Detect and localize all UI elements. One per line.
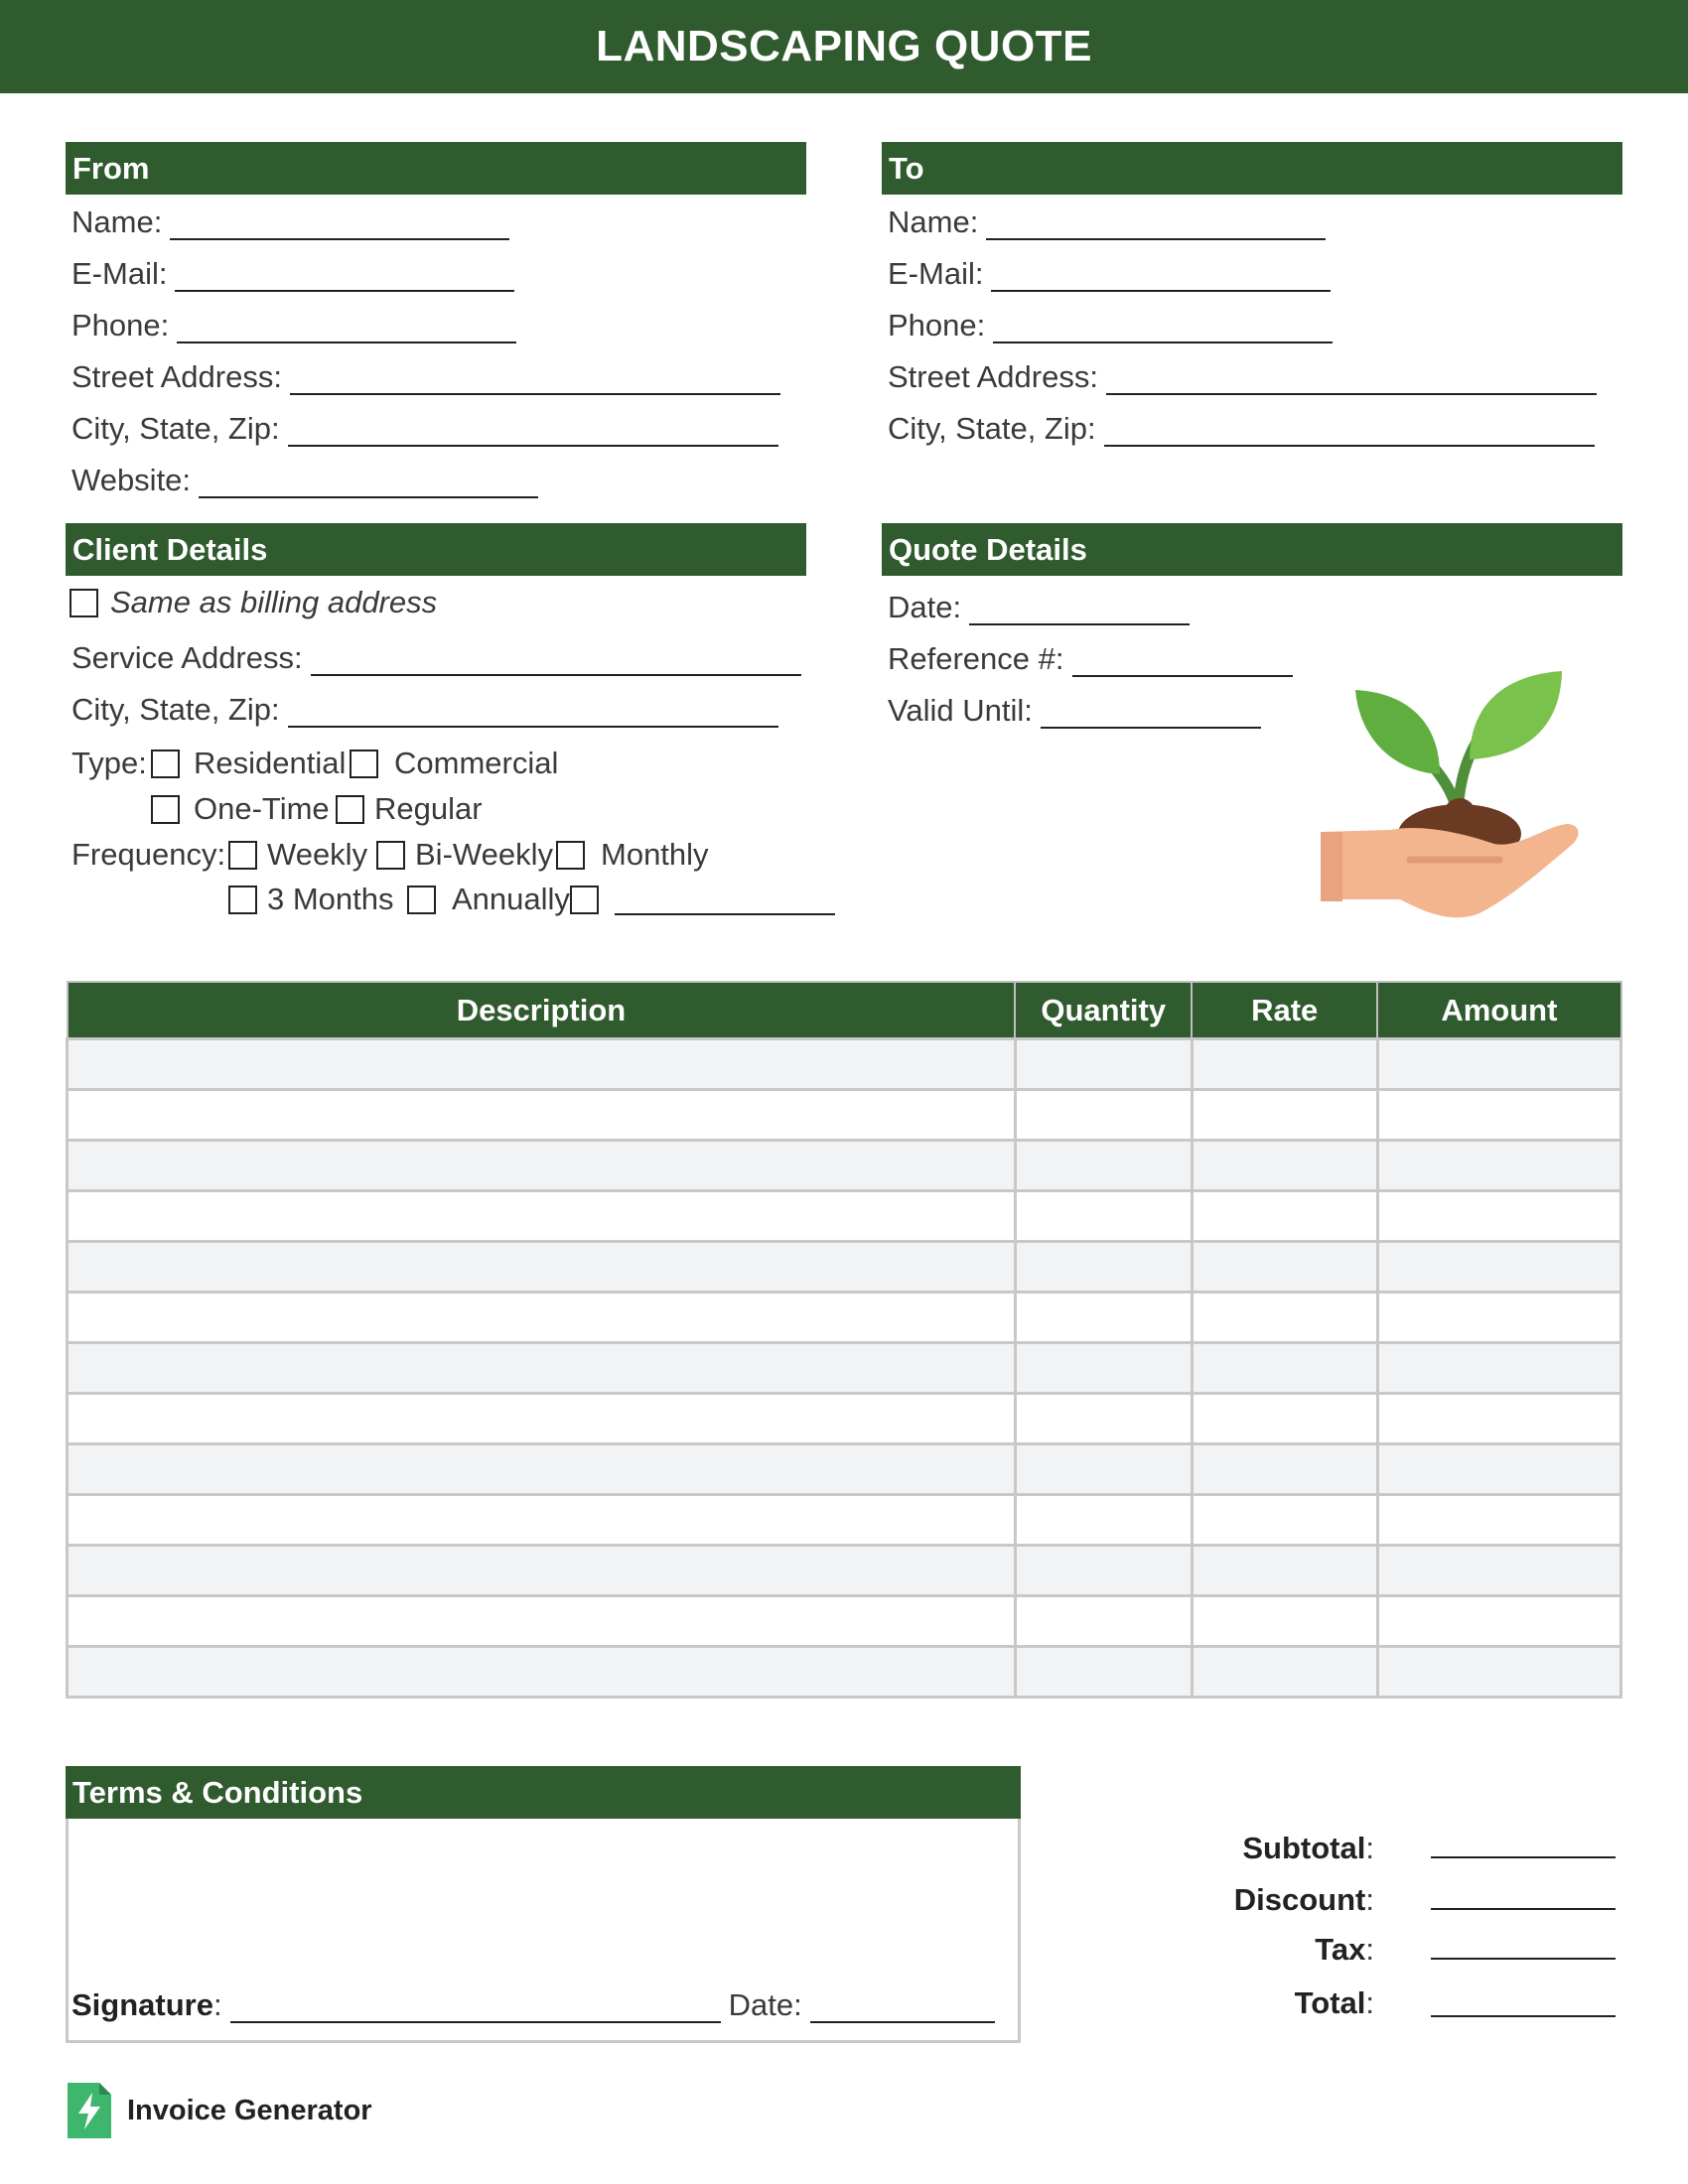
table-row [68,1495,1621,1546]
quantity-cell[interactable] [1015,1444,1192,1495]
frequency-biweekly-option[interactable] [376,835,553,875]
signature-field[interactable] [71,1983,995,2023]
from-city-label: City, State, Zip: [71,411,280,446]
biweekly-label: Bi-Weekly [415,837,553,872]
annually-label: Annually [452,882,570,916]
from-email-label: E-Mail: [71,256,168,291]
one-time-label: One-Time [194,791,330,826]
weekly-checkbox[interactable] [228,841,257,870]
type-one-time-option[interactable] [151,789,330,829]
reference-label: Reference #: [888,641,1064,676]
type-commercial-option[interactable] [350,744,558,783]
monthly-checkbox[interactable] [556,841,585,870]
quote-details-heading: Quote Details [882,523,1622,576]
amount-cell[interactable] [1377,1191,1620,1242]
quote-date-field[interactable] [888,586,1190,625]
amount-cell[interactable] [1377,1596,1620,1647]
description-cell[interactable] [68,1495,1016,1546]
description-cell[interactable] [68,1647,1016,1698]
tax-label: Tax [1315,1932,1366,1967]
description-cell[interactable] [68,1444,1016,1495]
discount-colon: : [1365,1882,1374,1917]
description-cell[interactable] [68,1596,1016,1647]
description-cell[interactable] [68,1293,1016,1343]
table-row [68,1647,1621,1698]
quantity-cell[interactable] [1015,1141,1192,1191]
quantity-cell[interactable] [1015,1191,1192,1242]
rate-cell[interactable] [1192,1444,1377,1495]
rate-cell[interactable] [1192,1039,1377,1090]
description-cell[interactable] [68,1343,1016,1394]
amount-cell[interactable] [1377,1546,1620,1596]
discount-row [1196,1878,1374,1918]
total-row [1196,1981,1374,2021]
rate-cell[interactable] [1192,1647,1377,1698]
amount-cell[interactable] [1377,1444,1620,1495]
table-header-row [68,982,1621,1039]
discount-line[interactable] [1431,1908,1616,1910]
table-row [68,1090,1621,1141]
from-name-label: Name: [71,205,163,239]
subtotal-colon: : [1365,1831,1374,1865]
rate-cell[interactable] [1192,1191,1377,1242]
from-website-label: Website: [71,463,192,497]
description-header: Description [68,982,1016,1039]
rate-cell[interactable] [1192,1141,1377,1191]
signature-label: Signature [71,1987,213,2022]
quantity-cell[interactable] [1015,1293,1192,1343]
quantity-cell[interactable] [1015,1647,1192,1698]
description-cell[interactable] [68,1242,1016,1293]
total-label: Total [1294,1985,1366,2020]
to-email-label: E-Mail: [888,256,984,291]
same-as-billing-option[interactable] [70,583,437,622]
page-title: LANDSCAPING QUOTE [0,0,1688,93]
subtotal-line[interactable] [1431,1856,1616,1858]
rate-cell[interactable] [1192,1394,1377,1444]
table-row [68,1343,1621,1394]
rate-header: Rate [1192,982,1377,1039]
to-heading: To [882,142,1622,195]
from-phone-label: Phone: [71,308,170,342]
tax-colon: : [1365,1932,1374,1967]
table-row [68,1242,1621,1293]
subtotal-row [1196,1827,1374,1866]
from-heading: From [66,142,806,195]
description-cell[interactable] [68,1191,1016,1242]
quantity-cell[interactable] [1015,1343,1192,1394]
amount-cell[interactable] [1377,1394,1620,1444]
frequency-3-months-option[interactable] [228,880,394,919]
amount-cell[interactable] [1377,1495,1620,1546]
same-as-billing-label: Same as billing address [110,585,438,619]
plant-in-hand-icon [1321,665,1589,923]
amount-cell[interactable] [1377,1293,1620,1343]
3-months-label: 3 Months [267,882,394,916]
same-as-billing-checkbox[interactable] [70,589,98,617]
amount-cell[interactable] [1377,1039,1620,1090]
to-street-label: Street Address: [888,359,1098,394]
from-name-field[interactable] [71,201,509,240]
regular-label: Regular [374,791,483,826]
3-months-checkbox[interactable] [228,886,257,914]
rate-cell[interactable] [1192,1242,1377,1293]
amount-cell[interactable] [1377,1647,1620,1698]
regular-checkbox[interactable] [336,795,364,824]
one-time-checkbox[interactable] [151,795,180,824]
signature-date-label: Date: [728,1987,802,2022]
to-city-label: City, State, Zip: [888,411,1096,446]
monthly-label: Monthly [601,837,709,872]
client-details-heading: Client Details [66,523,806,576]
valid-until-label: Valid Until: [888,693,1033,728]
description-cell[interactable] [68,1546,1016,1596]
frequency-weekly-option[interactable] [228,835,367,875]
signature-date-line[interactable] [810,1991,995,2023]
type-regular-option[interactable] [336,789,483,829]
other-checkbox[interactable] [570,886,599,914]
frequency-monthly-option[interactable] [556,835,709,875]
other-frequency-line[interactable] [615,884,835,915]
table-row [68,1444,1621,1495]
frequency-label: Frequency: [71,837,226,872]
rate-cell[interactable] [1192,1090,1377,1141]
description-cell[interactable] [68,1039,1016,1090]
rate-cell[interactable] [1192,1293,1377,1343]
rate-cell[interactable] [1192,1546,1377,1596]
amount-cell[interactable] [1377,1242,1620,1293]
quantity-cell[interactable] [1015,1596,1192,1647]
signature-colon: : [212,1987,222,2022]
client-city-label: City, State, Zip: [71,692,280,727]
to-city-field[interactable] [888,407,1595,447]
from-email-field[interactable] [71,252,514,292]
quantity-cell[interactable] [1015,1039,1192,1090]
commercial-checkbox[interactable] [350,750,378,778]
quantity-cell[interactable] [1015,1394,1192,1444]
quantity-cell[interactable] [1015,1242,1192,1293]
to-street-field[interactable] [888,355,1597,395]
to-phone-field[interactable] [888,304,1333,343]
terms-heading: Terms & Conditions [66,1766,1021,1819]
from-city-field[interactable] [71,407,778,447]
quantity-cell[interactable] [1015,1090,1192,1141]
service-address-label: Service Address: [71,640,303,675]
commercial-label: Commercial [394,746,559,780]
description-cell[interactable] [68,1141,1016,1191]
table-row [68,1596,1621,1647]
subtotal-label: Subtotal [1242,1831,1366,1865]
type-residential-option[interactable] [151,744,346,783]
type-label: Type: [71,746,147,780]
residential-checkbox[interactable] [151,750,180,778]
quantity-header: Quantity [1015,982,1192,1039]
frequency-other-option[interactable] [570,880,835,919]
total-line[interactable] [1431,2015,1616,2017]
footer-brand-text: Invoice Generator [127,2094,372,2126]
residential-label: Residential [194,746,347,780]
frequency-annually-option[interactable] [407,880,570,919]
rate-cell[interactable] [1192,1495,1377,1546]
from-website-field[interactable] [71,459,538,498]
rate-cell[interactable] [1192,1343,1377,1394]
biweekly-checkbox[interactable] [376,841,405,870]
table-row [68,1141,1621,1191]
tax-row [1196,1928,1374,1968]
amount-header: Amount [1377,982,1620,1039]
footer-brand[interactable] [68,2083,372,2138]
reference-field[interactable] [888,637,1293,677]
service-address-field[interactable] [71,636,801,676]
amount-cell[interactable] [1377,1141,1620,1191]
rate-cell[interactable] [1192,1596,1377,1647]
client-city-field[interactable] [71,688,778,728]
from-street-label: Street Address: [71,359,282,394]
table-row [68,1293,1621,1343]
total-colon: : [1365,1985,1374,2020]
discount-label: Discount [1233,1882,1366,1917]
valid-until-field[interactable] [888,689,1261,729]
table-row [68,1394,1621,1444]
tax-line[interactable] [1431,1958,1616,1960]
to-email-field[interactable] [888,252,1331,292]
quote-date-label: Date: [888,590,962,624]
to-name-field[interactable] [888,201,1326,240]
description-cell[interactable] [68,1090,1016,1141]
from-phone-field[interactable] [71,304,516,343]
table-row [68,1039,1621,1090]
lightning-logo-icon [68,2083,111,2138]
from-street-field[interactable] [71,355,780,395]
quantity-cell[interactable] [1015,1495,1192,1546]
amount-cell[interactable] [1377,1343,1620,1394]
line-items-table [66,981,1622,1699]
amount-cell[interactable] [1377,1090,1620,1141]
table-row [68,1546,1621,1596]
to-name-label: Name: [888,205,979,239]
annually-checkbox[interactable] [407,886,436,914]
description-cell[interactable] [68,1394,1016,1444]
signature-line[interactable] [230,1991,721,2023]
weekly-label: Weekly [267,837,368,872]
table-row [68,1191,1621,1242]
to-phone-label: Phone: [888,308,986,342]
quantity-cell[interactable] [1015,1546,1192,1596]
